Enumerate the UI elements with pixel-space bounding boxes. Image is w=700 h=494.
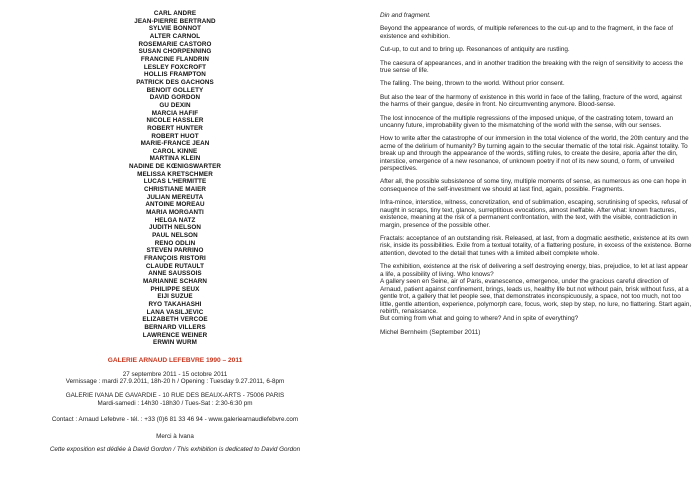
artist-list	[10, 10, 340, 347]
artist-name: FRANÇOIS RISTORI	[144, 255, 206, 262]
artist-name: JULIAN MEREUTA	[146, 193, 204, 201]
artist-name: LANA VASILJEVIC	[146, 308, 204, 316]
artist-name: CLAUDE RUTAULT	[145, 262, 205, 270]
artist-name: MARIANNE SCHARN	[142, 277, 208, 285]
artist-name: SYLVIE BONNOT	[148, 25, 202, 33]
artist-name: RENO ODLIN	[154, 239, 196, 247]
dedication: Cette exposition est dédiée à David Gordon / This exhibition is dedicated to David Gordon	[49, 446, 301, 454]
artist-name: STEVEN PARRINO	[146, 247, 204, 255]
essay-paragraph: The exhibition, existence at the risk of delivering a self destroying energy, bias, prejudice, to let at last appear a life, a possibility of living. Who knows? A gallery seen en Seine, air of Paris, evanescence, emergence, under the gracious careful direction of Arnaud, patient against confinement, brings, leads us, healthy life but not without pain, brisk without fuss, at a gentle trot, a gallery that let people see, that demonstrates inconspicuously, a space, not too much, not too little, gentle attention, experience, polymorph care, focus, work, step by step, no lure, no flattering. Start again, rebirth, renaissance. But coming from what and going to where? And in spite of everything?	[380, 263, 692, 323]
artist-name: ALTER CARNOL	[149, 32, 201, 40]
essay-paragraph: Fractals: acceptance of an outstanding risk. Released, at last, from a dogmatic aesthetic, existence at its own risk, inside its possibilities. Exile from a textual totality, of a flattering posture, in excess of the existence. Borne attention, devoted to the detail that tunes with a limited albeit complete whole.	[380, 234, 692, 257]
artist-name: ANNE SAUSSOIS	[148, 270, 202, 278]
artist-name: LUCAS L'HERMITTE	[143, 178, 207, 186]
artist-name: ROSEMARIE CASTORO	[138, 40, 212, 48]
artist-name: ELIZABETH VERCOE	[142, 316, 208, 324]
artist-name: CHRISTIANE MAIER	[143, 186, 207, 194]
artist-name: NICOLE HASSLER	[146, 117, 204, 125]
essay-paragraph: Beyond the appearance of words, of multiple references to the cut-up and to the fragment, in the face of existence and exhibition.	[380, 25, 674, 40]
artist-name: ERWIN WURM	[153, 339, 197, 347]
artist-name: NADINE DE KŒNIGSWARTER	[128, 163, 222, 171]
artist-name: SUSAN CHORPENNING	[138, 48, 212, 56]
thanks-note: Merci à Ivana	[156, 432, 194, 440]
artist-name: PHILIPPE SEUX	[150, 285, 200, 293]
artist-name: JUDITH NELSON	[148, 224, 202, 232]
essay-paragraph: How to write after the catastrophe of our immersion in the total violence of the world, the 20th century and the acme of the delirium of humanity? By turning again to the secular thematic of the total risk. Against totality. To break up and through the appearance of the words, stifling rules, to create the desire, aporia after the din, interstice, emergence of a new resonance, of unknown poetry if not of its new sound, o form, of unveiled perspectives.	[380, 135, 689, 173]
artist-name: BENOIT GOLLETY	[146, 86, 204, 94]
essay-paragraph: Cut-up, to cut and to bring up. Resonances of antiquity are rustling.	[380, 46, 570, 54]
artist-name: CAROL KINNE	[152, 147, 198, 155]
artist-name: PAUL NELSON	[152, 232, 198, 240]
artist-name: JEAN-PIERRE BERTRAND	[134, 17, 216, 25]
artist-name: BERNARD VILLERS	[144, 323, 206, 331]
artist-name: ROBERT HUOT	[151, 132, 199, 140]
artist-name: FRANCINE FLANDRIN	[140, 55, 210, 63]
artist-name: EIJI SUZUE	[157, 293, 193, 301]
artist-name: ANTOINE MOREAU	[145, 201, 205, 209]
exhibition-dates: 27 septembre 2011 - 15 octobre 2011	[122, 370, 228, 378]
artist-name: MELISSA KRETSCHMER	[137, 170, 213, 178]
artist-name: LAWRENCE WEINER	[142, 331, 208, 339]
artist-name: HELGA NATZ	[154, 216, 196, 224]
artist-name: LESLEY FOXCROFT	[143, 63, 207, 71]
artist-name: MARIA MORGANTI	[146, 209, 204, 217]
vernissage-info: Vernissage : mardi 27.9.2011, 18h-20 h / Opening : Tuesday 9.27.2011, 6-8pm	[65, 378, 285, 386]
gallery-title: GALERIE ARNAUD LEFEBVRE 1990 – 2011	[107, 356, 243, 364]
essay-paragraph: But also the tear of the harmony of existence in this world in face of the falling, fracture of the word, against the harms of their gangue, desire in front. No circumventing anymore. Blood-sense.	[380, 93, 682, 109]
artist-name: ROBERT HUNTER	[147, 124, 203, 132]
essay-title: Din and fragment.	[380, 12, 431, 19]
artist-name: RYO TAKAHASHI	[148, 300, 202, 308]
artist-name: MARIE-FRANCE JEAN	[140, 140, 210, 148]
essay-paragraph: The caesura of appearances, and in another tradition the breaking with the reign of sensitivity to access the true sense of life.	[380, 59, 684, 75]
artist-name: CARL ANDRE	[153, 10, 197, 17]
artists-column	[10, 10, 340, 454]
artist-name: HOLLIS FRAMPTON	[144, 71, 206, 79]
artist-name: MARTINA KLEIN	[149, 155, 201, 163]
artist-name: DAVID GORDON	[149, 94, 201, 102]
artist-name: GU DEXIN	[159, 101, 191, 109]
artist-name: MARCIA HAFIF	[151, 109, 199, 117]
essay-paragraph: The lost innocence of the multiple regressions of the imposed unique, of the castrating totem, toward an uncanny future, improbability given to the mismatching of the world with the sense, with our senses.	[380, 114, 674, 129]
essay-paragraph: The falling. The being, thrown to the world. Without prior consent.	[380, 80, 565, 88]
essay-column	[380, 12, 692, 342]
contact-info: Contact : Arnaud Lefebvre - tél. : +33 (0)6 81 33 46 94 - www.galeriearnaudlefebvre.com	[51, 416, 299, 424]
essay-paragraph: After all, the possible subsistence of some tiny, multiple moments of sense, as numerous as one can hope in consequence of the self-investment we should at last find, again, possible. Fragments.	[380, 178, 687, 193]
artist-name: PATRICK DES GACHONS	[136, 78, 214, 86]
essay-signature: Michel Bernheim (September 2011)	[380, 328, 481, 336]
gallery-address: GALERIE IVANA DE GAVARDIE - 10 RUE DES BEAUX-ARTS - 75006 PARIS	[65, 392, 285, 400]
essay-paragraph: Infra-mince, interstice, witness, concretization, end of sublimation, escaping, scrutinising of specks, refusal of naught in scraps, tiny text, glance, surreptitious evocations, almost ineffable. After what: known fractures, existence, meaning at the risk of a permanent confrontation, with the text, with the visible, contradiction in margin, presence of the possible other.	[380, 199, 688, 229]
opening-hours: Mardi-samedi : 14h30 -18h30 / Tues-Sat : 2:30-6:30 pm	[97, 399, 253, 407]
essay-body	[380, 25, 692, 322]
